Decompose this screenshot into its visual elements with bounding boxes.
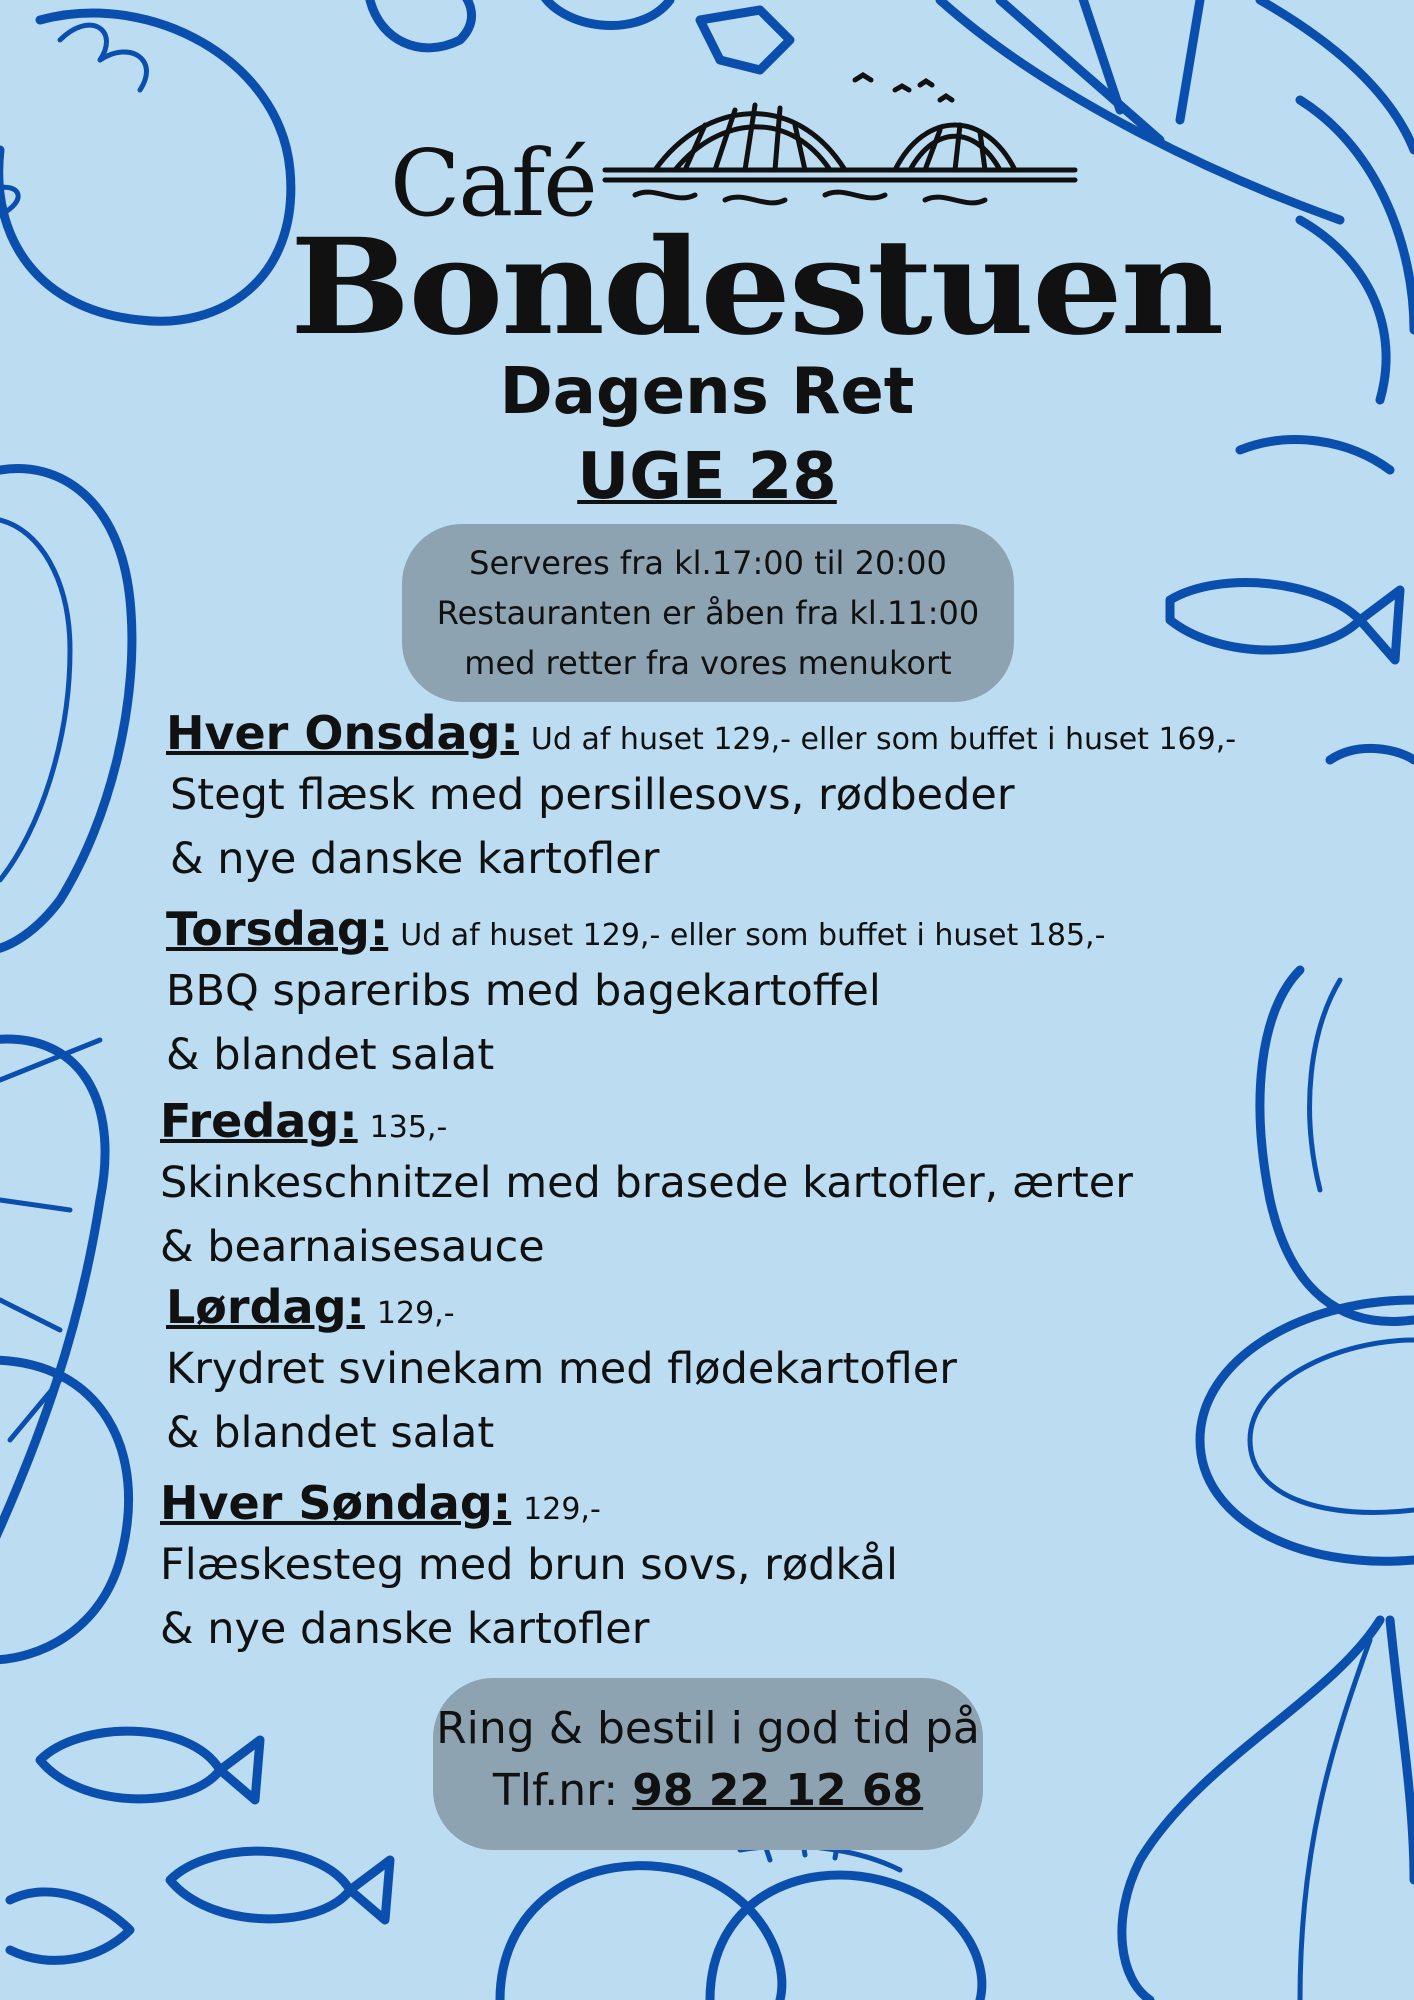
day-price: Ud af huset 129,- eller som buffet i huset 185,- — [400, 918, 1106, 953]
fish-icon — [1170, 583, 1400, 660]
day-sunday — [160, 1476, 898, 1661]
page-title: Dagens Ret — [499, 355, 915, 429]
fish-icon — [170, 1851, 390, 1920]
lemon-slice-icon — [0, 1039, 105, 1550]
day-name: Hver Onsdag: — [166, 706, 519, 760]
day-name: Fredag: — [160, 1094, 358, 1148]
tomato-icon — [0, 13, 291, 321]
dish-line: & blandet salat — [166, 1408, 495, 1458]
dish-line: & nye danske kartofler — [170, 834, 660, 884]
week-label: UGE 28 — [577, 440, 837, 514]
phone-number[interactable]: 98 22 12 68 — [632, 1765, 924, 1816]
day-saturday — [166, 1280, 957, 1465]
fish-icon — [40, 1731, 260, 1800]
dish-line: BBQ spareribs med bagekartoffel — [166, 966, 881, 1016]
info-line: Restauranten er åben fra kl.11:00 — [436, 594, 980, 632]
day-price: 135,- — [369, 1110, 448, 1145]
dish-line: & nye danske kartofler — [160, 1604, 650, 1654]
day-thursday — [166, 902, 1106, 1087]
garlic-icon — [1122, 1620, 1380, 2000]
phone-label: Tlf.nr: — [492, 1765, 619, 1816]
day-price: 129,- — [376, 1296, 455, 1331]
logo-brand-text: Bondestuen — [290, 210, 1223, 365]
dish-line: Krydret svinekam med flødekartofler — [166, 1344, 957, 1394]
serving-hours-box — [402, 524, 1014, 702]
day-name: Hver Søndag: — [160, 1476, 512, 1530]
day-name: Lørdag: — [166, 1280, 365, 1334]
onion-icon — [710, 1875, 982, 2000]
day-name: Torsdag: — [166, 902, 389, 956]
call-text: Ring & bestil i god tid på — [436, 1703, 980, 1754]
day-wednesday — [166, 706, 1237, 891]
dish-line: Flæskesteg med brun sovs, rødkål — [160, 1540, 898, 1590]
cafe-logo — [290, 70, 1223, 370]
info-line: Serveres fra kl.17:00 til 20:00 — [469, 544, 947, 582]
day-price: Ud af huset 129,- eller som buffet i huset 169,- — [530, 722, 1237, 757]
logo-cafe-text: Café — [390, 130, 596, 237]
info-line: med retter fra vores menukort — [464, 644, 952, 682]
day-friday — [160, 1094, 1133, 1279]
pepper-icon — [1260, 970, 1414, 1322]
dish-line: Skinkeschnitzel med brasede kartofler, ærter — [160, 1158, 1133, 1208]
onion-icon — [500, 1866, 782, 2000]
dish-line: & blandet salat — [166, 1030, 495, 1080]
dish-line: & bearnaisesauce — [160, 1222, 545, 1272]
tomato-slice-icon — [1200, 1300, 1414, 1561]
dish-line: Stegt flæsk med persillesovs, rødbeder — [170, 770, 1015, 820]
order-phone-box — [433, 1678, 983, 1850]
day-price: 129,- — [523, 1492, 601, 1527]
